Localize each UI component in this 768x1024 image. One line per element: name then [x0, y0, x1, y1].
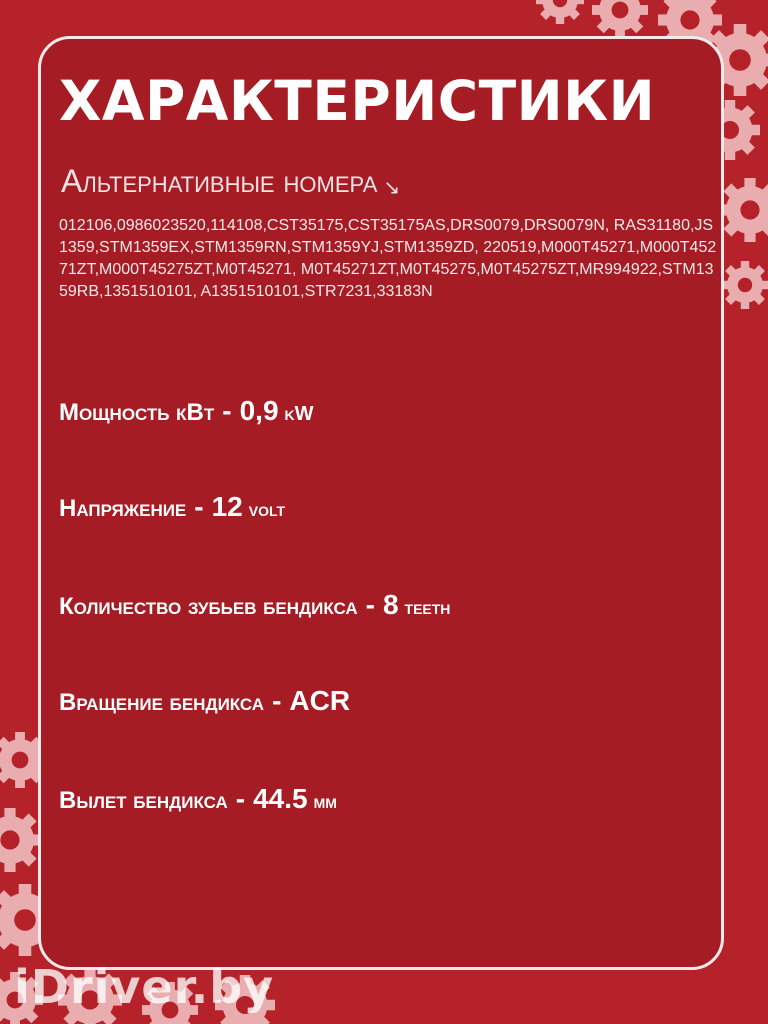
- spec-separator: -: [235, 783, 246, 814]
- spec-label: Мощность кВт: [59, 399, 215, 426]
- spec-value: ACR: [289, 685, 351, 716]
- spec-separator: -: [365, 589, 375, 620]
- spec-value: 8: [382, 589, 399, 620]
- spec-label: Напряжение: [59, 495, 187, 522]
- spec-power: [59, 395, 314, 427]
- spec-separator: -: [194, 491, 204, 522]
- spec-unit: kW: [284, 403, 314, 425]
- spec-separator: -: [272, 685, 282, 716]
- spec-label: Вылет бендикса: [59, 787, 228, 814]
- watermark-logo: iDriver.by: [14, 960, 275, 1014]
- alternative-numbers-label: Альтернативные номера: [61, 163, 378, 199]
- arrow-down-right-icon: ↘: [383, 177, 401, 199]
- spec-value: 0,9: [239, 395, 279, 426]
- page-title: ХАРАКТЕРИСТИКИ: [59, 69, 656, 133]
- spec-teeth-count: [59, 589, 450, 621]
- spec-value: 12: [211, 491, 243, 522]
- characteristics-card: [38, 36, 724, 970]
- spec-voltage: [59, 491, 285, 523]
- spec-unit: volt: [248, 499, 286, 521]
- spec-value: 44.5: [253, 783, 308, 814]
- alternative-numbers-heading: [61, 163, 400, 200]
- alternative-numbers-list: 012106,0986023520,114108,CST35175,CST35175AS,DRS0079,DRS0079N, RAS31180,JS1359,STM1359EX,STM1359RN,STM1359YJ,STM1359ZD, 220519,M000T45271,M000T45271ZT,M000T45275ZT,M0T45271, M0T45271ZT,M0T45275,M0T45275ZT,MR994922,STM1359RB,1351510101, A1351510101,STR7231,33183N: [59, 217, 717, 300]
- spec-label: Количество зубьев бендикса: [59, 593, 358, 620]
- spec-separator: -: [222, 395, 232, 426]
- spec-rotation: [59, 685, 350, 717]
- spec-overhang: [59, 783, 337, 815]
- spec-unit: мм: [313, 791, 337, 813]
- spec-unit: teeth: [404, 597, 451, 619]
- spec-label: Вращение бендикса: [59, 689, 265, 716]
